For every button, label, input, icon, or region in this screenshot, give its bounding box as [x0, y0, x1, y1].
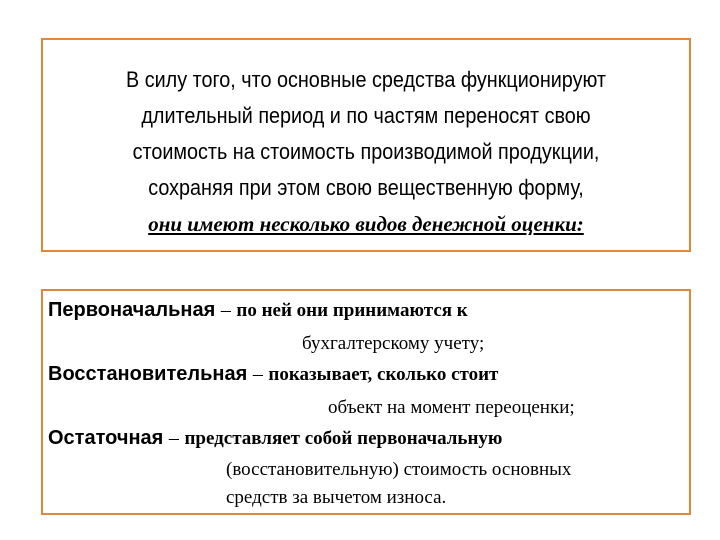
valuation-description: (восстановительную) стоимость основных	[226, 459, 572, 480]
valuation-description: средств за вычетом износа.	[226, 487, 447, 508]
intro-emphasis: они имеют несколько видов денежной оценки:	[148, 212, 584, 236]
intro-line: длительный период и по частям переносят свою	[141, 103, 591, 128]
valuation-description: бухгалтерскому учету;	[302, 333, 485, 354]
valuation-dash: –	[220, 299, 231, 321]
valuation-types-box	[41, 289, 691, 515]
valuation-term: Остаточная	[48, 427, 164, 449]
valuation-description: по ней они принимаются к	[236, 300, 468, 321]
valuation-description: объект на момент переоценки;	[328, 397, 575, 418]
valuation-term: Первоначальная	[48, 299, 216, 321]
valuation-term: Восстановительная	[48, 363, 248, 385]
valuation-dash: –	[168, 427, 179, 449]
intro-line: В силу того, что основные средства функционируют	[126, 67, 606, 92]
intro-box	[41, 38, 691, 252]
valuation-dash: –	[252, 363, 263, 385]
valuation-description: представляет собой первоначальную	[184, 428, 503, 449]
intro-line: стоимость на стоимость производимой продукции,	[132, 139, 600, 164]
valuation-description: показывает, сколько стоит	[268, 364, 499, 385]
intro-line: сохраняя при этом свою вещественную форму,	[148, 175, 584, 200]
